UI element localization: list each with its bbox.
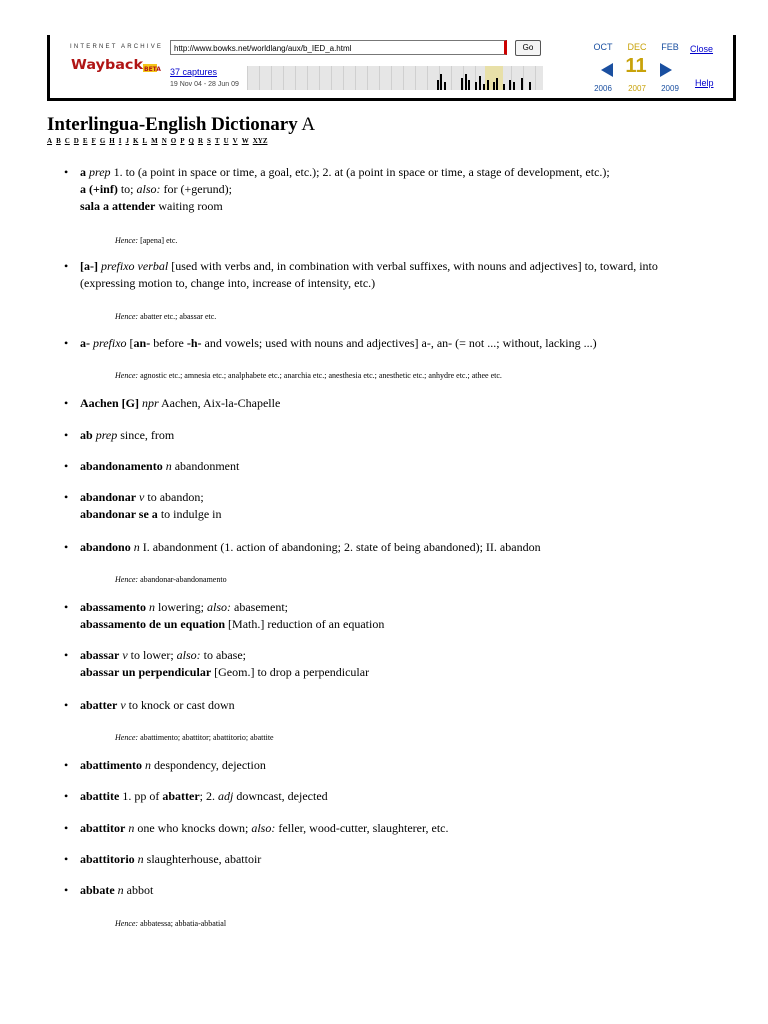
entry-line <box>80 258 754 275</box>
letter-link-u[interactable]: U <box>223 137 229 145</box>
letter-link-a[interactable]: A <box>47 137 53 145</box>
letter-link-t[interactable]: T <box>214 137 220 145</box>
definition-text: before <box>150 336 187 350</box>
letter-link-l[interactable]: L <box>142 137 148 145</box>
go-button[interactable]: Go <box>515 40 541 56</box>
entry-definition <box>80 788 754 805</box>
definition-text: downcast, dejected <box>233 789 328 803</box>
definition-text: Aachen, Aix-la-Chapelle <box>158 396 281 410</box>
hence-derivatives <box>115 312 216 321</box>
letter-link-f[interactable]: F <box>91 137 96 145</box>
definition-text: one who knocks down; <box>134 821 252 835</box>
capture-day: 11 <box>625 55 647 77</box>
definition-text: to abase; <box>200 648 246 662</box>
bullet-icon: • <box>64 852 69 866</box>
bullet-icon: • <box>64 336 69 350</box>
entry-line <box>80 697 754 714</box>
entry-definition <box>80 395 754 412</box>
letter-link-v[interactable]: V <box>232 137 238 145</box>
headword: abassar un perpendicular <box>80 665 212 679</box>
grammar-label: v <box>120 698 126 712</box>
headword: abandonar se a <box>80 507 158 521</box>
definition-text: feller, wood-cutter, slaughterer, etc. <box>275 821 449 835</box>
dictionary-entry <box>64 820 754 837</box>
hence-label: Hence: <box>115 312 139 321</box>
entry-definition <box>80 851 754 868</box>
entry-line <box>80 335 754 352</box>
headword: -h- <box>186 336 202 350</box>
bullet-icon: • <box>64 396 69 410</box>
entry-definition <box>80 335 754 352</box>
entry-line <box>80 599 754 616</box>
hence-derivatives <box>115 733 274 742</box>
wayback-toolbar <box>47 35 736 101</box>
prev-month-label[interactable]: OCT <box>593 42 613 52</box>
dictionary-entry <box>64 395 754 412</box>
bullet-icon: • <box>64 600 69 614</box>
entry-line <box>80 395 754 412</box>
capture-sparkline[interactable] <box>247 66 543 90</box>
dictionary-entry <box>64 335 754 352</box>
entry-line <box>80 181 754 198</box>
svg-text:BETA: BETA <box>144 66 161 73</box>
letter-link-n[interactable]: N <box>161 137 167 145</box>
dictionary-entry <box>64 539 754 556</box>
headword: abattimento <box>80 758 142 772</box>
letter-link-o[interactable]: O <box>170 137 177 145</box>
bullet-icon: • <box>64 648 69 662</box>
definition-text: [Geom.] to drop a perpendicular <box>211 665 370 679</box>
letter-link-q[interactable]: Q <box>188 137 194 145</box>
definition-text: (expressing motion to, change into, increase of intensity, etc.) <box>80 276 376 290</box>
bullet-icon: • <box>64 165 69 179</box>
entry-line <box>80 851 754 868</box>
headword: a- <box>80 336 90 350</box>
dictionary-entry <box>64 647 754 681</box>
internet-archive-label: INTERNET ARCHIVE <box>70 44 164 50</box>
grammar-label: n <box>128 821 135 835</box>
hence-list: abatter etc.; abassar etc. <box>138 312 217 321</box>
grammar-label: prep <box>89 165 111 179</box>
headword: abassar <box>80 648 120 662</box>
definition-text: slaughterhouse, abattoir <box>143 852 262 866</box>
letter-link-w[interactable]: W <box>241 137 249 145</box>
entry-definition <box>80 820 754 837</box>
definition-text: [used with verbs and, in combination with verbal suffixes, with nouns and adjectives] to, toward, into <box>168 259 658 273</box>
next-capture-arrow-icon[interactable] <box>659 62 673 78</box>
entry-line <box>80 164 754 181</box>
entry-line <box>80 788 754 805</box>
headword: sala a attender <box>80 199 156 213</box>
headword: Aachen [G] <box>80 396 139 410</box>
letter-index-nav <box>47 137 271 145</box>
close-link[interactable]: Close <box>690 44 714 54</box>
definition-text: abbot <box>123 883 154 897</box>
bullet-icon: • <box>64 259 69 273</box>
grammar-label: n <box>145 758 151 772</box>
letter-link-m[interactable]: M <box>151 137 158 145</box>
definition-text: 1. pp of <box>119 789 163 803</box>
current-year-label: 2007 <box>628 84 646 93</box>
grammar-label: also: <box>176 648 201 662</box>
page-title <box>47 114 315 136</box>
letter-link-h[interactable]: H <box>109 137 115 145</box>
grammar-label: also: <box>251 821 276 835</box>
grammar-label: prep <box>95 428 118 442</box>
entry-definition <box>80 489 754 523</box>
hence-list: abbatessa; abbatia-abbatial <box>138 919 227 928</box>
entry-line <box>80 882 754 899</box>
entry-line <box>80 275 754 292</box>
letter-link-r[interactable]: R <box>197 137 203 145</box>
letter-link-g[interactable]: G <box>99 137 106 145</box>
bullet-icon: • <box>64 459 69 473</box>
entry-definition <box>80 882 754 899</box>
headword: abbate <box>80 883 115 897</box>
page-title-letter: A <box>297 114 316 135</box>
dictionary-entry <box>64 788 754 805</box>
page-title-main: Interlingua-English Dictionary <box>47 114 298 135</box>
hence-list: abandonar-abandonamento <box>138 575 227 584</box>
capture-date-range: 19 Nov 04 - 28 Jun 09 <box>170 81 239 88</box>
definition-text: [Math.] reduction of an equation <box>225 617 385 631</box>
svg-text:Wayback: Wayback <box>71 58 144 73</box>
hence-derivatives <box>115 919 226 928</box>
hence-derivatives <box>115 575 227 584</box>
dictionary-entry <box>64 757 754 774</box>
wayback-machine-logo[interactable] <box>70 53 161 74</box>
entry-line <box>80 489 754 506</box>
grammar-label: npr <box>142 396 159 410</box>
headword: abassamento <box>80 600 147 614</box>
entry-definition <box>80 697 754 714</box>
help-link[interactable]: Help <box>695 78 714 88</box>
hence-derivatives <box>115 236 177 245</box>
dictionary-entry <box>64 697 754 714</box>
grammar-label: n <box>149 600 156 614</box>
letter-link-b[interactable]: B <box>56 137 61 145</box>
entry-line <box>80 647 754 664</box>
bullet-icon: • <box>64 428 69 442</box>
bullet-icon: • <box>64 698 69 712</box>
grammar-label: adj <box>218 789 234 803</box>
bullet-icon: • <box>64 758 69 772</box>
entry-line <box>80 506 754 523</box>
dictionary-entry <box>64 258 754 292</box>
dictionary-entry <box>64 851 754 868</box>
hence-list: abattimento; abattitor; abattitorio; abattite <box>138 733 274 742</box>
definition-text: to lower; <box>127 648 177 662</box>
definition-text: to abandon; <box>144 490 204 504</box>
definition-text: lowering; <box>155 600 208 614</box>
entry-line <box>80 427 754 444</box>
dictionary-entry <box>64 599 754 633</box>
dictionary-entry <box>64 458 754 475</box>
dictionary-entry <box>64 164 754 215</box>
hence-label: Hence: <box>115 575 139 584</box>
entry-line <box>80 198 754 215</box>
headword: abatter <box>80 698 118 712</box>
definition-text: ; 2. <box>199 789 218 803</box>
hence-label: Hence: <box>115 733 139 742</box>
grammar-label: n <box>165 459 172 473</box>
headword: a <box>80 165 89 179</box>
next-year-label[interactable]: 2009 <box>661 84 679 93</box>
definition-text: abandonment <box>171 459 240 473</box>
entry-line <box>80 539 754 556</box>
definition-text: abasement; <box>231 600 288 614</box>
prev-capture-arrow-icon[interactable] <box>600 62 614 78</box>
headword: abassamento de un equation <box>80 617 226 631</box>
dictionary-entry <box>64 427 754 444</box>
letter-link-j[interactable]: J <box>125 137 129 145</box>
headword: abandono <box>80 540 131 554</box>
entry-line <box>80 664 754 681</box>
letter-link-p[interactable]: P <box>180 137 185 145</box>
headword: ab <box>80 428 93 442</box>
letter-link-xyz[interactable]: XYZ <box>252 137 268 145</box>
grammar-label: v <box>139 490 145 504</box>
bullet-icon: • <box>64 821 69 835</box>
grammar-label: n <box>117 883 124 897</box>
entry-definition <box>80 757 754 774</box>
entry-line <box>80 616 754 633</box>
definition-text: since, from <box>117 428 175 442</box>
hence-label: Hence: <box>115 919 139 928</box>
dictionary-entry <box>64 489 754 523</box>
grammar-label: prefixo verbal <box>101 259 169 273</box>
headword: abattitor <box>80 821 126 835</box>
headword: abandonar <box>80 490 137 504</box>
entry-line <box>80 820 754 837</box>
headword: abattite <box>80 789 120 803</box>
entry-definition <box>80 539 754 556</box>
grammar-label: v <box>122 648 128 662</box>
bullet-icon: • <box>64 490 69 504</box>
dictionary-entry <box>64 882 754 899</box>
hence-label: Hence: <box>115 371 139 380</box>
headword: [a-] <box>80 259 98 273</box>
grammar-label: prefixo <box>93 336 127 350</box>
url-input[interactable]: http://www.bowks.net/worldlang/aux/b_IED_a.html <box>170 40 507 55</box>
bullet-icon: • <box>64 789 69 803</box>
grammar-label: also: <box>207 600 232 614</box>
entry-line <box>80 757 754 774</box>
hence-derivatives <box>115 371 502 380</box>
definition-text: and vowels; used with nouns and adjectives] a-, an- (= not ...; without, lacking ...) <box>201 336 597 350</box>
letter-link-k[interactable]: K <box>132 137 139 145</box>
next-month-label[interactable]: FEB <box>661 42 679 52</box>
definition-text: for (+gerund); <box>160 182 232 196</box>
definition-text: 1. to (a point in space or time, a goal, etc.); 2. at (a point in space or time, a stage of development, etc.); <box>110 165 610 179</box>
entry-definition <box>80 258 754 292</box>
letter-link-c[interactable]: C <box>64 137 70 145</box>
letter-link-d[interactable]: D <box>73 137 79 145</box>
grammar-label: n <box>137 852 144 866</box>
letter-link-i[interactable]: I <box>118 137 122 145</box>
hence-list: agnostic etc.; amnesia etc.; analphabete etc.; anarchia etc.; anesthesia etc.; anesthetic etc.; anhydre etc.; athee etc. <box>138 371 502 380</box>
definition-text: to indulge in <box>157 507 222 521</box>
entry-definition <box>80 427 754 444</box>
entry-definition <box>80 599 754 633</box>
entry-definition <box>80 164 754 215</box>
grammar-label: n <box>133 540 140 554</box>
captures-link[interactable]: 37 captures <box>170 67 218 77</box>
bullet-icon: • <box>64 540 69 554</box>
definition-text: to knock or cast down <box>125 698 235 712</box>
bullet-icon: • <box>64 883 69 897</box>
grammar-label: also: <box>136 182 161 196</box>
headword: abatter <box>162 789 200 803</box>
headword: abattitorio <box>80 852 135 866</box>
entry-definition <box>80 458 754 475</box>
letter-link-e[interactable]: E <box>82 137 88 145</box>
definition-text: to; <box>117 182 137 196</box>
definition-text: [ <box>126 336 134 350</box>
headword: a (+inf) <box>80 182 118 196</box>
hence-label: Hence: <box>115 236 139 245</box>
hence-list: [apena] etc. <box>138 236 178 245</box>
letter-link-s[interactable]: S <box>207 137 211 145</box>
entry-definition <box>80 647 754 681</box>
entry-line <box>80 458 754 475</box>
headword: an- <box>133 336 151 350</box>
definition-text: I. abandonment (1. action of abandoning; 2. state of being abandoned); II. abandon <box>139 540 541 554</box>
definition-text: waiting room <box>155 199 223 213</box>
current-month-label: DEC <box>627 42 647 52</box>
headword: abandonamento <box>80 459 163 473</box>
prev-year-label[interactable]: 2006 <box>594 84 612 93</box>
definition-text: despondency, dejection <box>151 758 266 772</box>
